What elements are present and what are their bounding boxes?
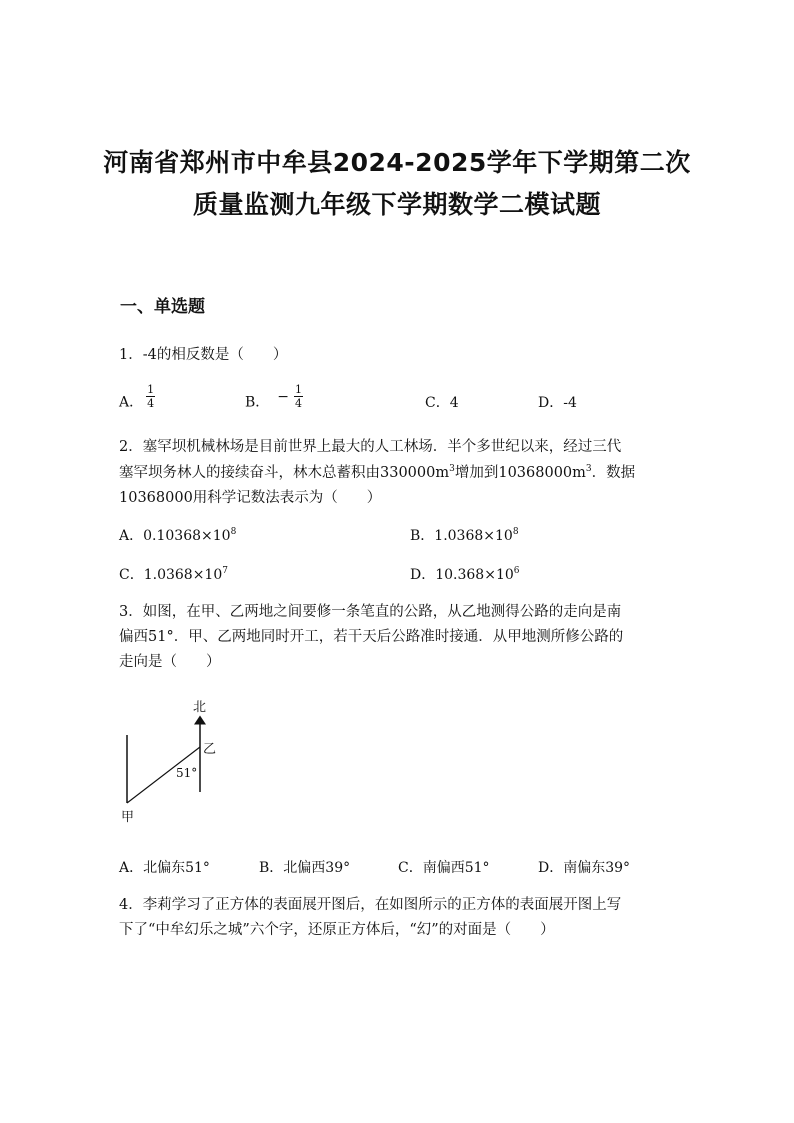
option-b-label: B． <box>245 394 270 411</box>
north-label: 北 <box>193 700 207 715</box>
text: 增加到10368000m <box>454 465 586 481</box>
document-title-line-1: 河南省郑州市中牟县2024-2025学年下学期第二次 <box>103 148 691 177</box>
question-2-option-d <box>410 564 520 584</box>
fraction-numerator: 1 <box>295 383 303 396</box>
question-2-option-c <box>119 564 228 584</box>
question-1-option-a <box>119 384 155 412</box>
exponent: 3 <box>585 464 592 474</box>
fraction-one-quarter <box>294 384 303 409</box>
question-1-stem: 1．-4的相反数是（ ） <box>119 347 288 363</box>
jia-label: 甲 <box>121 810 135 825</box>
question-3-line-3: 走向是（ ） <box>119 654 221 670</box>
question-4-line-2: 下了“中牟幻乐之城”六个字，还原正方体后，“幻”的对面是（ ） <box>119 922 555 938</box>
fraction-one-quarter <box>146 384 155 409</box>
exponent: 7 <box>222 566 228 576</box>
fraction-numerator: 1 <box>147 383 155 396</box>
question-3-option-d: D．南偏东39° <box>538 860 631 876</box>
question-3-line-1: 3．如图，在甲、乙两地之间要修一条笔直的公路，从乙地测得公路的走向是南 <box>119 604 622 620</box>
text: D．10.368×10 <box>410 567 514 583</box>
option-a-label: A． <box>119 394 144 411</box>
text: 塞罕坝务林人的接续奋斗，林木总蓄积由330000m <box>119 465 450 481</box>
exponent: 8 <box>230 527 237 537</box>
question-3-option-a: A．北偏东51° <box>119 860 210 876</box>
yi-label: 乙 <box>203 742 217 757</box>
minus-sign: − <box>277 388 290 405</box>
text: C．1.0368×10 <box>119 567 223 583</box>
exponent: 3 <box>449 464 455 474</box>
question-3-option-c: C．南偏西51° <box>398 860 490 876</box>
angle-label: 51° <box>176 766 198 780</box>
exponent: 6 <box>513 566 520 576</box>
question-2-line-3: 10368000用科学记数法表示为（ ） <box>119 490 382 506</box>
question-1-option-c: C．4 <box>425 395 459 411</box>
document-title-line-2: 质量监测九年级下学期数学二模试题 <box>192 190 601 219</box>
question-2-line-1: 2．塞罕坝机械林场是目前世界上最大的人工林场．半个多世纪以来，经过三代 <box>119 439 622 455</box>
section-heading: 一、单选题 <box>120 297 205 317</box>
question-3-line-2: 偏西51°．甲、乙两地同时开工，若干天后公路准时接通．从甲地测所修公路的 <box>119 629 624 645</box>
fraction-denominator: 4 <box>147 397 155 410</box>
question-3-option-b: B．北偏西39° <box>259 860 351 876</box>
question-2-line-2 <box>119 461 635 482</box>
question-4-line-1: 4．李莉学习了正方体的表面展开图后，在如图所示的正方体的表面展开图上写 <box>119 897 622 913</box>
question-2-option-b <box>410 525 519 545</box>
fraction-denominator: 4 <box>295 397 303 410</box>
question-2-option-a <box>119 525 236 545</box>
question-1-option-d: D．-4 <box>538 395 577 411</box>
text: B．1.0368×10 <box>410 528 513 544</box>
exponent: 8 <box>512 527 519 537</box>
question-1-option-b <box>245 384 303 412</box>
text: ．数据 <box>591 465 636 481</box>
direction-diagram <box>117 695 227 830</box>
text: A．0.10368×10 <box>119 528 231 544</box>
